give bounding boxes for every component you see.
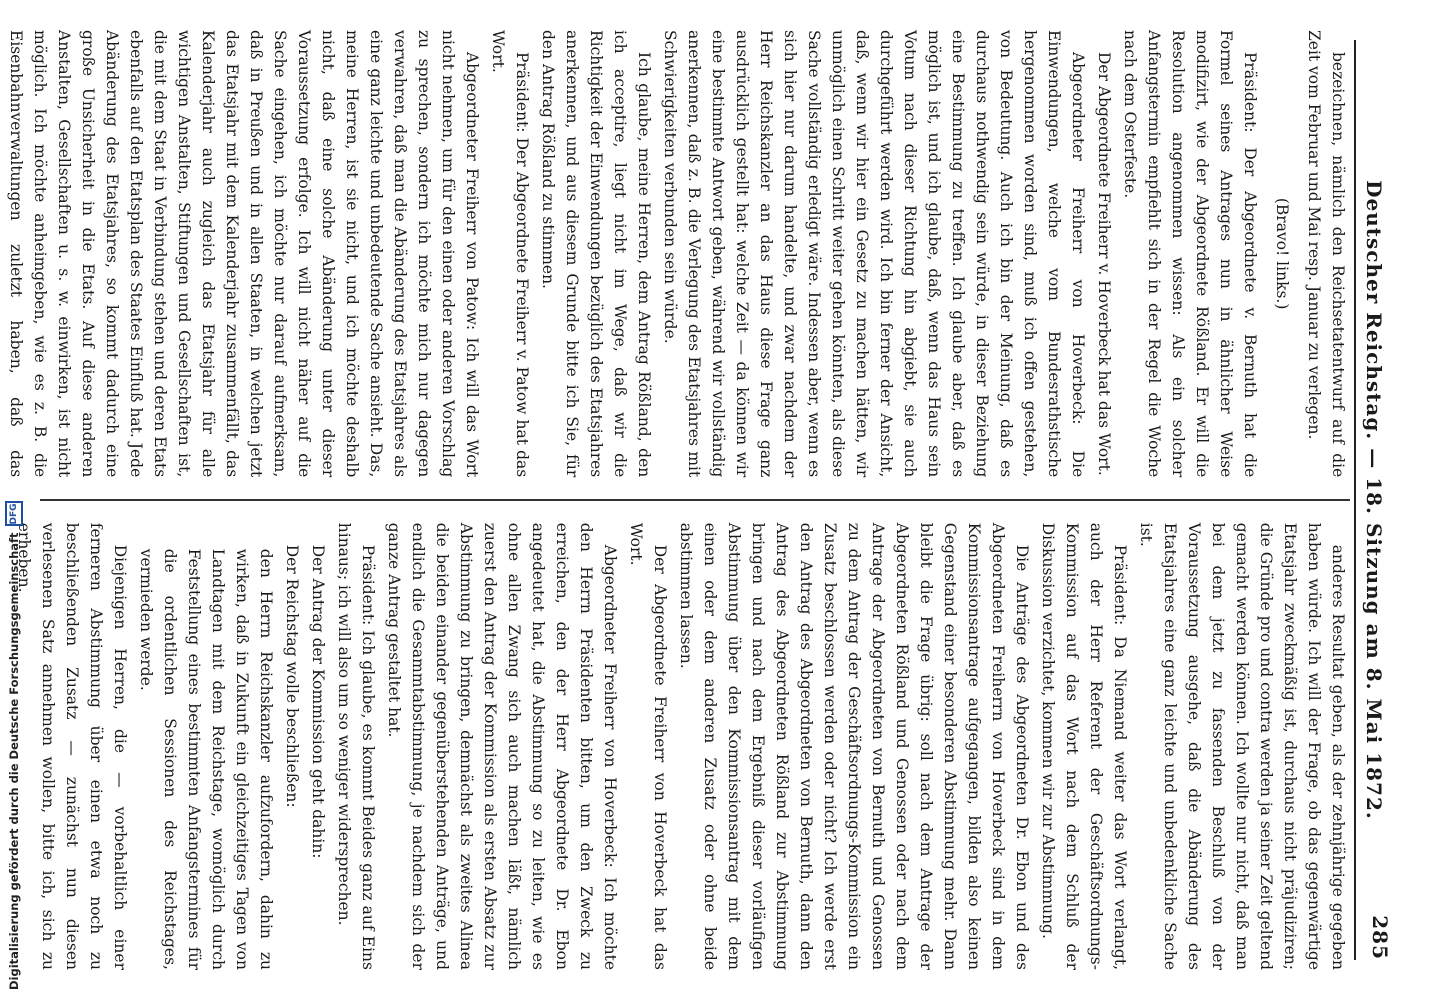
running-head-title: Deutscher Reichstag. — 18. Sitzung am 8. Mai 1872. — [1362, 180, 1386, 820]
paragraph: Abgeordneter Freiherr von Hoverbeck: Die Einwendungen, welche vom Bundesrathstische hergenommen worden sind, muß ich offen gestehen, von Bedeutung. Auch ich bin der Meinung, daß es durchaus nothwendig sein würde, in dieser Beziehung eine Bestimmung zu treffen. Ich glaube aber, daß es möglich ist, und ich glaube, daß, wenn das Haus sein Votum nach dieser Richtung hin abgiebt, sie auch durchgeführt werden wird. Ich bin ferner der Ansicht, daß, wenn wir hier ein Gesetz zu machen hätten, wir unmöglich einen Schritt weiter gehen könnten, als diese Sache vollständig erledigt wäre. Indessen aber, wenn es sich hier nur darum handelte, und zwar nachdem der Herr Reichskanzler an das Haus diese Frage ganz ausdrücklich gestellt hat: welche Zeit — da können wir eine bestimmte Antwort geben, während wir vollständig anerkennen, daß z. B. die Verlegung des Etatsjahres mit Schwierigkeiten verbunden sein würde. — [661, 30, 1087, 478]
right-column — [15, 522, 1350, 970]
paragraph: Präsident: Der Abgeordnete v. Bernuth hat die Formel seines Antrages nun in ähnlicher Weise modifizirt, wie der Abgeordnete Rößland. Er will die Resolution angenommen wissen: Als ein solcher Anfangstermin empfiehlt sich in der Regel die Woche nach dem Osterfeste. — [1121, 30, 1259, 478]
credit-text: Digitalisierung gefördert durch die Deutsche Forschungsgemeinschaft — [7, 532, 21, 990]
digitization-credit — [4, 503, 24, 990]
paragraph: (Bravo! links.) — [1273, 197, 1291, 310]
running-head — [1354, 40, 1392, 960]
paragraph: bezeichnen, nämlich den Reichsetatentwurf auf die Zeit vom Februar und Mai resp. Januar zu verlegen. — [1305, 30, 1347, 478]
paragraph: Der Antrag der Kommission geht dahin: — [309, 544, 327, 859]
paragraph: Diejenigen Herren, die — vorbehaltlich einer ferneren Abstimmung über einen etwa noch zu beschließenden Zusatz — zunächst nun diesen verlesenen Satz annehmen wollen, bitte ich, sich zu erheben. — [15, 522, 129, 970]
dfg-logo-icon: DFG — [5, 501, 23, 526]
paragraph: Der Abgeordnete Freiherr von Hoverbeck hat das Wort. — [627, 522, 669, 970]
paragraph: Abgeordneter Freiherr von Hoverbeck: Ich möchte den Herrn Präsidenten bitten, um den Zweck zu erreichen, den der Herr Abgeordnete Dr. Ebon angedeutet hat, die Abstimmung so zu leiten, wie es ohne allen Zwang sich auch machen läßt, nämlich zuerst den Antrag der Kommission als ersten Absatz zur Abstimmung zu bringen, demnächst als zweites Alinea die beiden einander gegenüberstehenden Anträge, und endlich die Gesammtabstimmung, je nachdem sich der ganze Antrag gestaltet hat. — [385, 522, 619, 970]
paragraph: Abgeordneter Freiherr von Patow: Ich will das Wort nicht nehmen, um für den einen oder anderen Vorschlag zu sprechen, sondern ich möchte mich nur dagegen verwahren, daß man die Abänderung des Etatsjahres als eine ganz leichte und unbedeutende Sache ansieht. Das, meine Herren, ist sie nicht, und ich möchte deshalb nicht, daß eine solche Abänderung unter dieser Voraussetzung erfolge. Ich will nicht näher auf die Sache eingehen, ich möchte nur darauf aufmerksam, daß in Preußen und in allen Staaten, in welchen jetzt das Etatsjahr mit dem Kalenderjahr zusammenfällt, das Kalenderjahr auch zugleich das Etatsjahr für alle wichtigen Anstalten, Stiftungen und Gesellschaften ist, die mit dem Staat in Verbindung stehen und deren Etats ebenfalls auf den Etatsplan des Staates Einfluß hat. Jede Abänderung des Etatsjahres, so kommt dadurch eine große Unsicherheit in die Etats. Auf diese anderen Anstalten, Gesellschaften u. s. w. einwirken, ist nicht möglich. Ich möchte anheimgeben, wie es z. B. die Eisenbahnverwaltungen zuletzt haben, daß das — [7, 30, 481, 478]
page-number: 285 — [1368, 915, 1392, 960]
paragraph: Präsident: Der Abgeordnete Freiherr v. Patow hat das Wort. — [489, 30, 531, 478]
paragraph: Der Abgeordnete Freiherr v. Hoverbeck hat das Wort. — [1095, 52, 1113, 476]
paragraph: Die Anträge des Abgeordneten Dr. Ebon und des Abgeordneten Freiherrn von Hoverbeck sind in dem Kommissionsantrage aufgegangen, bilden also keinen Gegenstand einer besonderen Abstimmung mehr. Dann bleibt die Frage übrig: soll nach dem Antrage der Abgeordneten Rößland und Genossen oder nach dem Antrage der Abgeordneten von Bernuth und Genossen zu dem Antrag der Geschäftsordnungs-Kommission ein Zusatz beschlossen werden oder nicht? Ich werde erst den Antrag des Abgeordneten von Bernuth, dann den Antrag des Abgeordneten Rößland zur Abstimmung bringen und nach dem Ergebniß dieser vorläufigen Abstimmung über den Kommissionsantrag mit dem einen oder dem anderen Zusatz oder ohne beide abstimmen lassen. — [677, 522, 1031, 970]
paragraph: den Herrn Reichskanzler aufzufordern, dahin zu wirken, daß in Zukunft ein gleichzeitiges Tagen von Landtagen mit dem Reichstage, womöglich durch Feststellung eines bestimmten Anfangstermines für die ordentlichen Sessionen des Reichstages, vermieden werde. — [137, 548, 275, 970]
column-divider — [40, 499, 1350, 501]
left-column — [7, 30, 1350, 478]
paragraph: Präsident: Da Niemand weiter das Wort verlangt, auch der Herr Referent der Geschäftsordnungs-Kommission auf das Wort nach dem Schluß der Diskussion verzichtet, kommen wir zur Abstimmung. — [1039, 522, 1129, 970]
paragraph: Ich glaube, meine Herren, dem Antrag Rößland, den ich acceptire, liegt nicht im Wege, daß wir die Richtigkeit der Einwendungen bezüglich des Etatsjahres anerkennen, und aus diesem Grunde bitte ich Sie, für den Antrag Rößland zu stimmen. — [539, 30, 653, 478]
paragraph: Der Reichstag wolle beschließen: — [283, 544, 301, 808]
paragraph: Präsident: Ich glaube, es kommt Beides ganz auf Eins hinaus; ich will also um so weniger widersprechen. — [335, 522, 377, 970]
paragraph: anderes Resultat geben, als der zehnjährige gegeben haben würde. Ich will der Frage, ob das gegenwärtige Etatsjahr zweckmäßig ist, durchaus nicht präjudiziren; die Gründe pro und contra werden ja seiner Zeit geltend gemacht werden können. Ich wollte nur nicht, daß man bei dem jetzt zu fassenden Beschluß von der Voraussetzung ausgehe, daß die Abänderung des Etatsjahres eine ganz leichte und unbedenkliche Sache ist. — [1137, 522, 1347, 970]
